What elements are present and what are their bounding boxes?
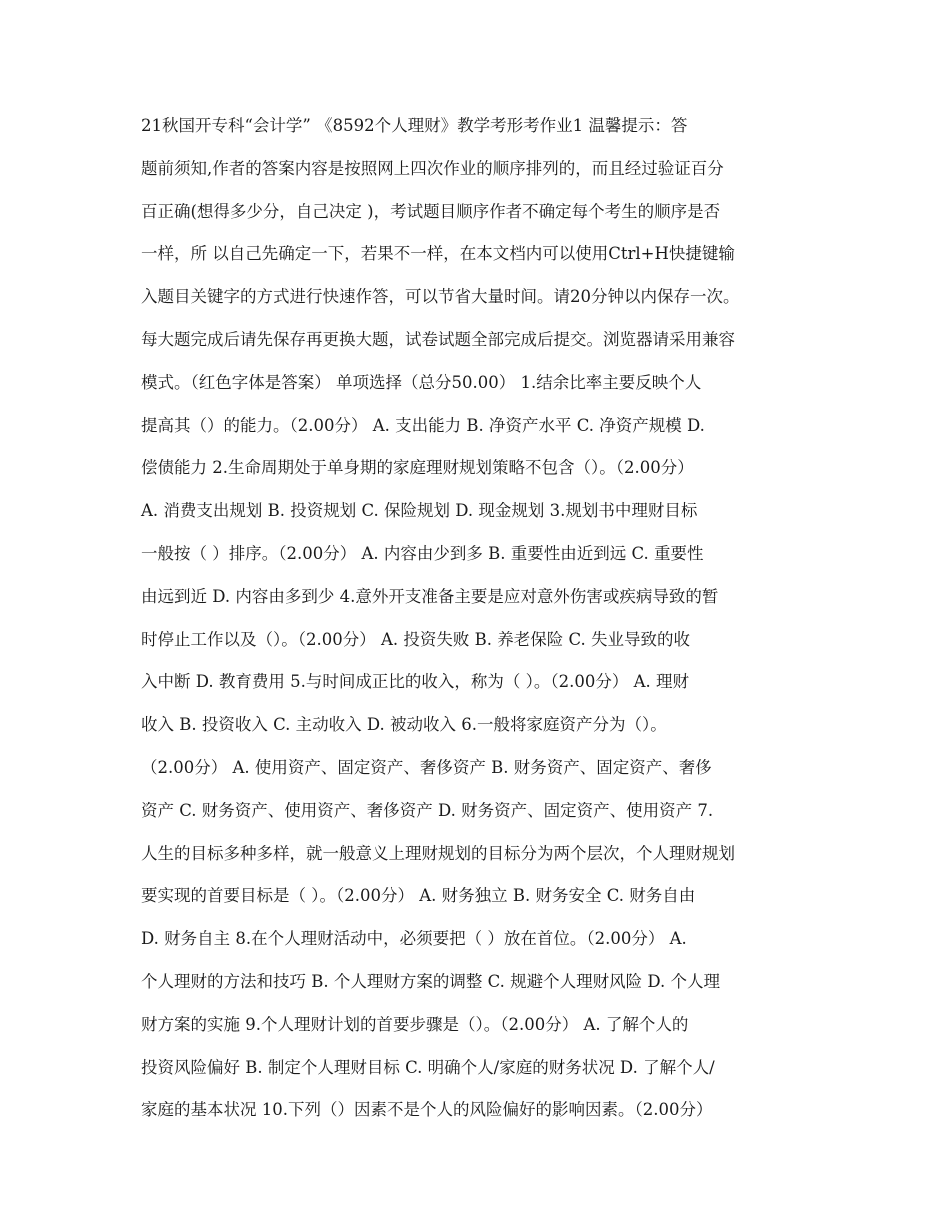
text-line: 人生的目标多种多样，就一般意义上理财规划的目标分为两个层次，个人理财规划 (141, 843, 735, 863)
text-line: 入题目关键字的方式进行快速作答，可以节省大量时间。请20分钟以内保存一次。 (141, 287, 740, 307)
text-line: 财方案的实施 9.个人理财计划的首要步骤是（）。（2.00分） A. 了解个人的 (141, 1014, 689, 1034)
text-line: A. 消费支出规划 B. 投资规划 C. 保险规划 D. 现金规划 3.规划书中理财目标 (141, 501, 698, 521)
text-line: 投资风险偏好 B. 制定个人理财目标 C. 明确个人/家庭的财务状况 D. 了解个人/ (141, 1057, 715, 1077)
text-line: 一般按（ ）排序。（2.00分） A. 内容由少到多 B. 重要性由近到远 C. 重要性 (141, 543, 704, 563)
text-line: 偿债能力 2.生命周期处于单身期的家庭理财规划策略不包含（）。（2.00分） (141, 458, 694, 478)
text-line: D. 财务自主 8.在个人理财活动中，必须要把（ ）放在首位。（2.00分） A. (141, 929, 687, 949)
text-line: 提高其（）的能力。（2.00分） A. 支出能力 B. 净资产水平 C. 净资产规模 D. (141, 415, 705, 435)
text-line: （2.00分） A. 使用资产、固定资产、奢侈资产 B. 财务资产、固定资产、奢侈 (141, 757, 712, 777)
text-line: 家庭的基本状况 10.下列（）因素不是个人的风险偏好的影响因素。（2.00分） (141, 1100, 713, 1120)
text-line: 由远到近 D. 内容由多到少 4.意外开支准备主要是应对意外伤害或疾病导致的暂 (141, 586, 719, 606)
text-line: 要实现的首要目标是（ ）。（2.00分） A. 财务独立 B. 财务安全 C. 财务自由 (141, 886, 696, 906)
text-line: 入中断 D. 教育费用 5.与时间成正比的收入，称为（ ）。（2.00分） A. 理财 (141, 672, 689, 692)
text-line: 一样，所 以自己先确定一下，若果不一样，在本文档内可以使用Ctrl+H快捷键输 (141, 244, 735, 264)
text-line: 收入 B. 投资收入 C. 主动收入 D. 被动收入 6.一般将家庭资产分为（）。 (141, 715, 667, 735)
document-body (141, 105, 811, 1132)
text-line: 资产 C. 财务资产、使用资产、奢侈资产 D. 财务资产、固定资产、使用资产 7. (141, 800, 714, 820)
text-line: 21秋国开专科“会计学” 《8592个人理财》教学考形考作业1 温馨提示：答 (141, 116, 688, 135)
text-line: 个人理财的方法和技巧 B. 个人理财方案的调整 C. 规避个人理财风险 D. 个人理 (141, 971, 721, 991)
text-line: 百正确(想得多少分，自己决定 )，考试题目顺序作者不确定每个考生的顺序是否 (141, 201, 721, 221)
text-line: 每大题完成后请先保存再更换大题，试卷试题全部完成后提交。浏览器请采用兼容 (141, 329, 735, 349)
text-line: 时停止工作以及（）。（2.00分） A. 投资失败 B. 养老保险 C. 失业导致的收 (141, 629, 691, 649)
text-line: 题前须知,作者的答案内容是按照网上四次作业的顺序排列的，而且经过验证百分 (141, 158, 724, 178)
text-line: 模式。（红色字体是答案） 单项选择（总分50.00） 1.结余比率主要反映个人 (141, 372, 702, 392)
